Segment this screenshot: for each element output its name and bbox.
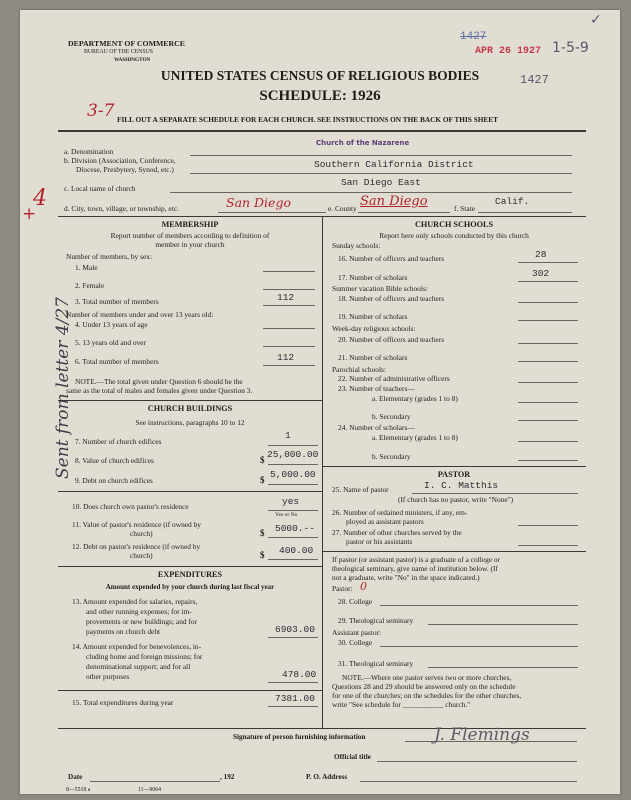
membership-note-1: NOTE.—The total given under Question 6 should be the [75,377,243,386]
washington-label: WASHINGTON [114,57,151,63]
struck-stamp-number: 1427 [460,31,487,43]
q29-label: 29. Theological seminary [338,616,414,625]
membership-intro-2: member in your church [155,240,225,249]
margin-pencil-note: Sent from letter 4/27 [53,297,73,479]
form-title: UNITED STATES CENSUS OF RELIGIOUS BODIES [160,68,480,83]
q13-label-4: payments on church debt [86,627,161,636]
denomination-line [190,155,572,156]
sunday-label: Sunday schools: [332,241,381,250]
q19-label: 19. Number of scholars [338,312,408,321]
q9-label: 9. Debt on church edifices [75,476,153,485]
q11-dollar: $ [260,528,265,538]
pastor-note-1: NOTE.—Where one pastor serves two or more churches, [342,673,512,682]
q28-line [380,605,578,606]
yes-no-hint: Yes or No [275,512,298,518]
weekday-label: Week-day religious schools: [332,324,416,333]
q12-label-1: 12. Debt on pastor's residence (if owned by [72,542,201,551]
q11-label-1: 11. Value of pastor's residence (if owned by [72,520,201,529]
q23b-label: b. Secondary [372,412,411,421]
city-value: San Diego [226,195,291,210]
q17-line [518,281,578,282]
q16-line [518,262,578,263]
q28-label: 28. College [338,597,373,606]
header-rule [58,130,586,132]
graduate-note-2: theological seminary, give name of institution below. (If [332,564,498,573]
po-address-line [360,781,577,782]
county-value: San Diego [360,194,428,209]
q31-line [428,667,578,668]
q23a-label: a. Elementary (grades 1 to 8) [372,394,458,403]
q11-label-2: church) [130,529,153,538]
membership-note-2: same as the total of males and females given under Question 3. [66,386,253,395]
q14-value: 478.00 [282,669,317,680]
q26-label-1: 26. Number of ordained ministers, if any, em- [332,508,468,517]
q22-label: 22. Number of administrative officers [338,374,450,383]
q24b-line [518,460,578,461]
signature-image: J. Flemings [434,725,530,745]
q14-label-4: other purposes [86,672,130,681]
q9-line [268,484,318,485]
division-label-2: Diocese, Presbytery, Synod, etc.) [76,165,174,174]
q7-label: 7. Number of church edifices [75,437,162,446]
city-label: d. City, town, village, or township, etc. [64,204,179,213]
q27-label-1: 27. Number of other churches served by the [332,528,462,537]
q9-value: 5,000.00 [270,469,316,480]
under-over-label: Number of members under and over 13 years old: [66,310,214,319]
graduate-note-1: If pastor (or assistant pastor) is a graduate of a college or [332,555,501,564]
q27-label-2: pastor or his assistants [346,537,413,546]
q14-label-3: denominational support; and for all [86,662,191,671]
q23b-line [518,420,578,421]
pastor-note-3: for one of the churches; on the schedules for the other churches, [332,691,522,700]
q12-value: 400.00 [279,545,314,556]
local-name-value: San Diego East [341,177,421,188]
division-label-1: b. Division (Association, Conference, [64,156,176,165]
county-line [358,212,450,213]
q8-line [268,464,318,465]
q15-value: 7381.00 [275,693,315,704]
official-title-line [377,761,577,762]
date-year: , 192 [220,773,235,781]
q22-line [518,382,578,383]
q14-label-1: 14. Amount expended for benevolences, in- [72,642,202,651]
q2-label: 2. Female [75,281,105,290]
q13-value: 6903.00 [275,624,315,635]
q31-label: 31. Theological seminary [338,659,414,668]
q21-label: 21. Number of scholars [338,353,408,362]
q25-label: 25. Name of pastor [332,485,389,494]
q5-label: 5. 13 years old and over [75,338,147,347]
q23a-line [518,402,578,403]
q17-value: 302 [532,268,550,279]
pastor-note-2: Questions 28 and 29 should be answered only on the schedule [332,682,516,691]
official-title-label: Official title [334,753,371,761]
q26-line [518,525,578,526]
q27-line [518,545,578,546]
q16-value: 28 [535,249,547,260]
q24-label: 24. Number of scholars— [338,423,415,432]
expenditures-heading: EXPENDITURES [157,570,223,579]
date-label: Date [68,773,83,781]
q13-line [268,637,318,638]
q14-line [268,682,318,683]
q3-line [263,305,315,306]
q30-label: 30. College [338,638,373,647]
q10-label: 10. Does church own pastor's residence [72,502,189,511]
q25-hint: (If church has no pastor, write "None") [398,495,514,504]
pencil-code: 1-5-9 [552,40,589,56]
q30-line [380,646,578,647]
q8-dollar: $ [260,455,265,465]
q4-line [263,328,315,329]
q6-value: 112 [277,352,295,363]
department-label: DEPARTMENT OF COMMERCE [68,39,185,48]
census-schedule-sheet [20,10,620,794]
division-line [190,173,572,174]
q3-value: 112 [277,292,295,303]
q6-line [263,365,315,366]
parochial-label: Parochial schools: [332,365,386,374]
denomination-value: Church of the Nazarene [316,139,410,147]
q11-value: 5000.-- [275,523,315,534]
q10-value: yes [282,496,300,507]
buildings-heading: CHURCH BUILDINGS [147,404,233,413]
pastor-rule [322,466,586,467]
q2-line [263,289,315,290]
total-rule [58,690,322,691]
graduate-note-3: not a graduate, write "No" in the space indicated.) [332,573,480,582]
q15-line [268,706,318,707]
q5-line [263,346,315,347]
city-line [218,212,326,213]
q13-label-2: and other running expenses; for im- [86,607,192,616]
residence-rule [58,491,322,492]
assistant-subheading: Assistant pastor: [332,628,382,637]
q21-line [518,361,578,362]
q13-label-1: 13. Amount expended for salaries, repairs, [72,597,198,606]
pencil-checkmark: ✓ [590,12,602,28]
q15-label: 15. Total expenditures during year [72,698,174,707]
buildings-rule [58,400,322,401]
q26-label-2: ployed as assistant pastors [346,517,424,526]
q4-label: 4. Under 13 years of age [75,320,148,329]
signature-label: Signature of person furnishing information [233,733,366,741]
county-label: e. County [328,204,357,213]
q29-line [428,624,578,625]
schools-intro: Report here only schools conducted by this church [379,231,529,240]
q24a-line [518,441,578,442]
q3-label: 3. Total number of members [75,297,159,306]
pastor-note-4: write "See schedule for ___________ church." [332,700,471,709]
local-name-label: c. Local name of church [64,184,136,193]
q25-value: I. C. Matthis [424,480,499,491]
expenditures-rule [58,566,322,567]
schedule-number-stamp: 1427 [520,73,549,87]
q24b-label: b. Secondary [372,452,411,461]
q20-line [518,343,578,344]
expenditures-intro: Amount expended by your church during last fiscal year [105,583,275,591]
red-four-mark: 4 [33,186,47,211]
denomination-label: a. Denomination [64,147,114,156]
local-name-line [170,192,572,193]
q17-label: 17. Number of scholars [338,273,408,282]
red-plus-mark: + [22,204,37,224]
red-code-mark: 3-7 [87,101,115,121]
q1-line [263,271,315,272]
q25-line [412,493,578,494]
graduate-rule [322,551,586,552]
pastor-red-mark: 0 [360,580,367,593]
q11-line [268,537,318,538]
form-number: 8—5518 a [66,787,91,793]
membership-heading: MEMBERSHIP [161,220,219,229]
form-subtitle: SCHEDULE: 1926 [259,88,381,104]
date-line [90,781,220,782]
by-sex-label: Number of members, by sex: [66,252,152,261]
q1-label: 1. Male [75,263,98,272]
po-address-label: P. O. Address [306,773,348,781]
q14-label-2: cluding home and foreign missions; for [86,652,203,661]
q6-label: 6. Total number of members [75,357,159,366]
pastor-heading: PASTOR [437,470,471,479]
q24a-label: a. Elementary (grades 1 to 8) [372,433,458,442]
bureau-label: BUREAU OF THE CENSUS [84,49,153,55]
q13-label-3: provements or new buildings; and for [86,617,198,626]
form-instruction: FILL OUT A SEPARATE SCHEDULE FOR EACH CHURCH. SEE INSTRUCTIONS ON THE BACK OF THIS SHEET [117,115,499,124]
q7-line [268,445,318,446]
membership-intro-1: Report number of members according to definition of [110,231,270,240]
q7-value: 1 [285,430,291,441]
state-value: Calif. [495,196,530,207]
pastor-subheading: Pastor: [332,584,353,593]
buildings-instructions: See instructions, paragraphs 10 to 12 [135,418,245,427]
q19-line [518,320,578,321]
q23-label: 23. Number of teachers— [338,384,415,393]
q12-label-2: church) [130,551,153,560]
q16-label: 16. Number of officers and teachers [338,254,445,263]
received-date-stamp: APR 26 1927 [475,46,542,57]
q20-label: 20. Number of officers and teachers [338,335,445,344]
state-label: f. State [454,204,475,213]
q12-line [268,559,318,560]
summer-label: Summer vacation Bible schools: [332,284,428,293]
q9-dollar: $ [260,475,265,485]
print-number: 11—9064 [138,787,161,793]
schools-heading: CHURCH SCHOOLS [414,220,494,229]
q8-value: 25,000.00 [267,449,319,460]
q18-line [518,302,578,303]
division-value: Southern California District [314,159,474,170]
state-line [478,212,572,213]
q18-label: 18. Number of officers and teachers [338,294,445,303]
q8-label: 8. Value of church edifices [75,456,154,465]
q12-dollar: $ [260,550,265,560]
